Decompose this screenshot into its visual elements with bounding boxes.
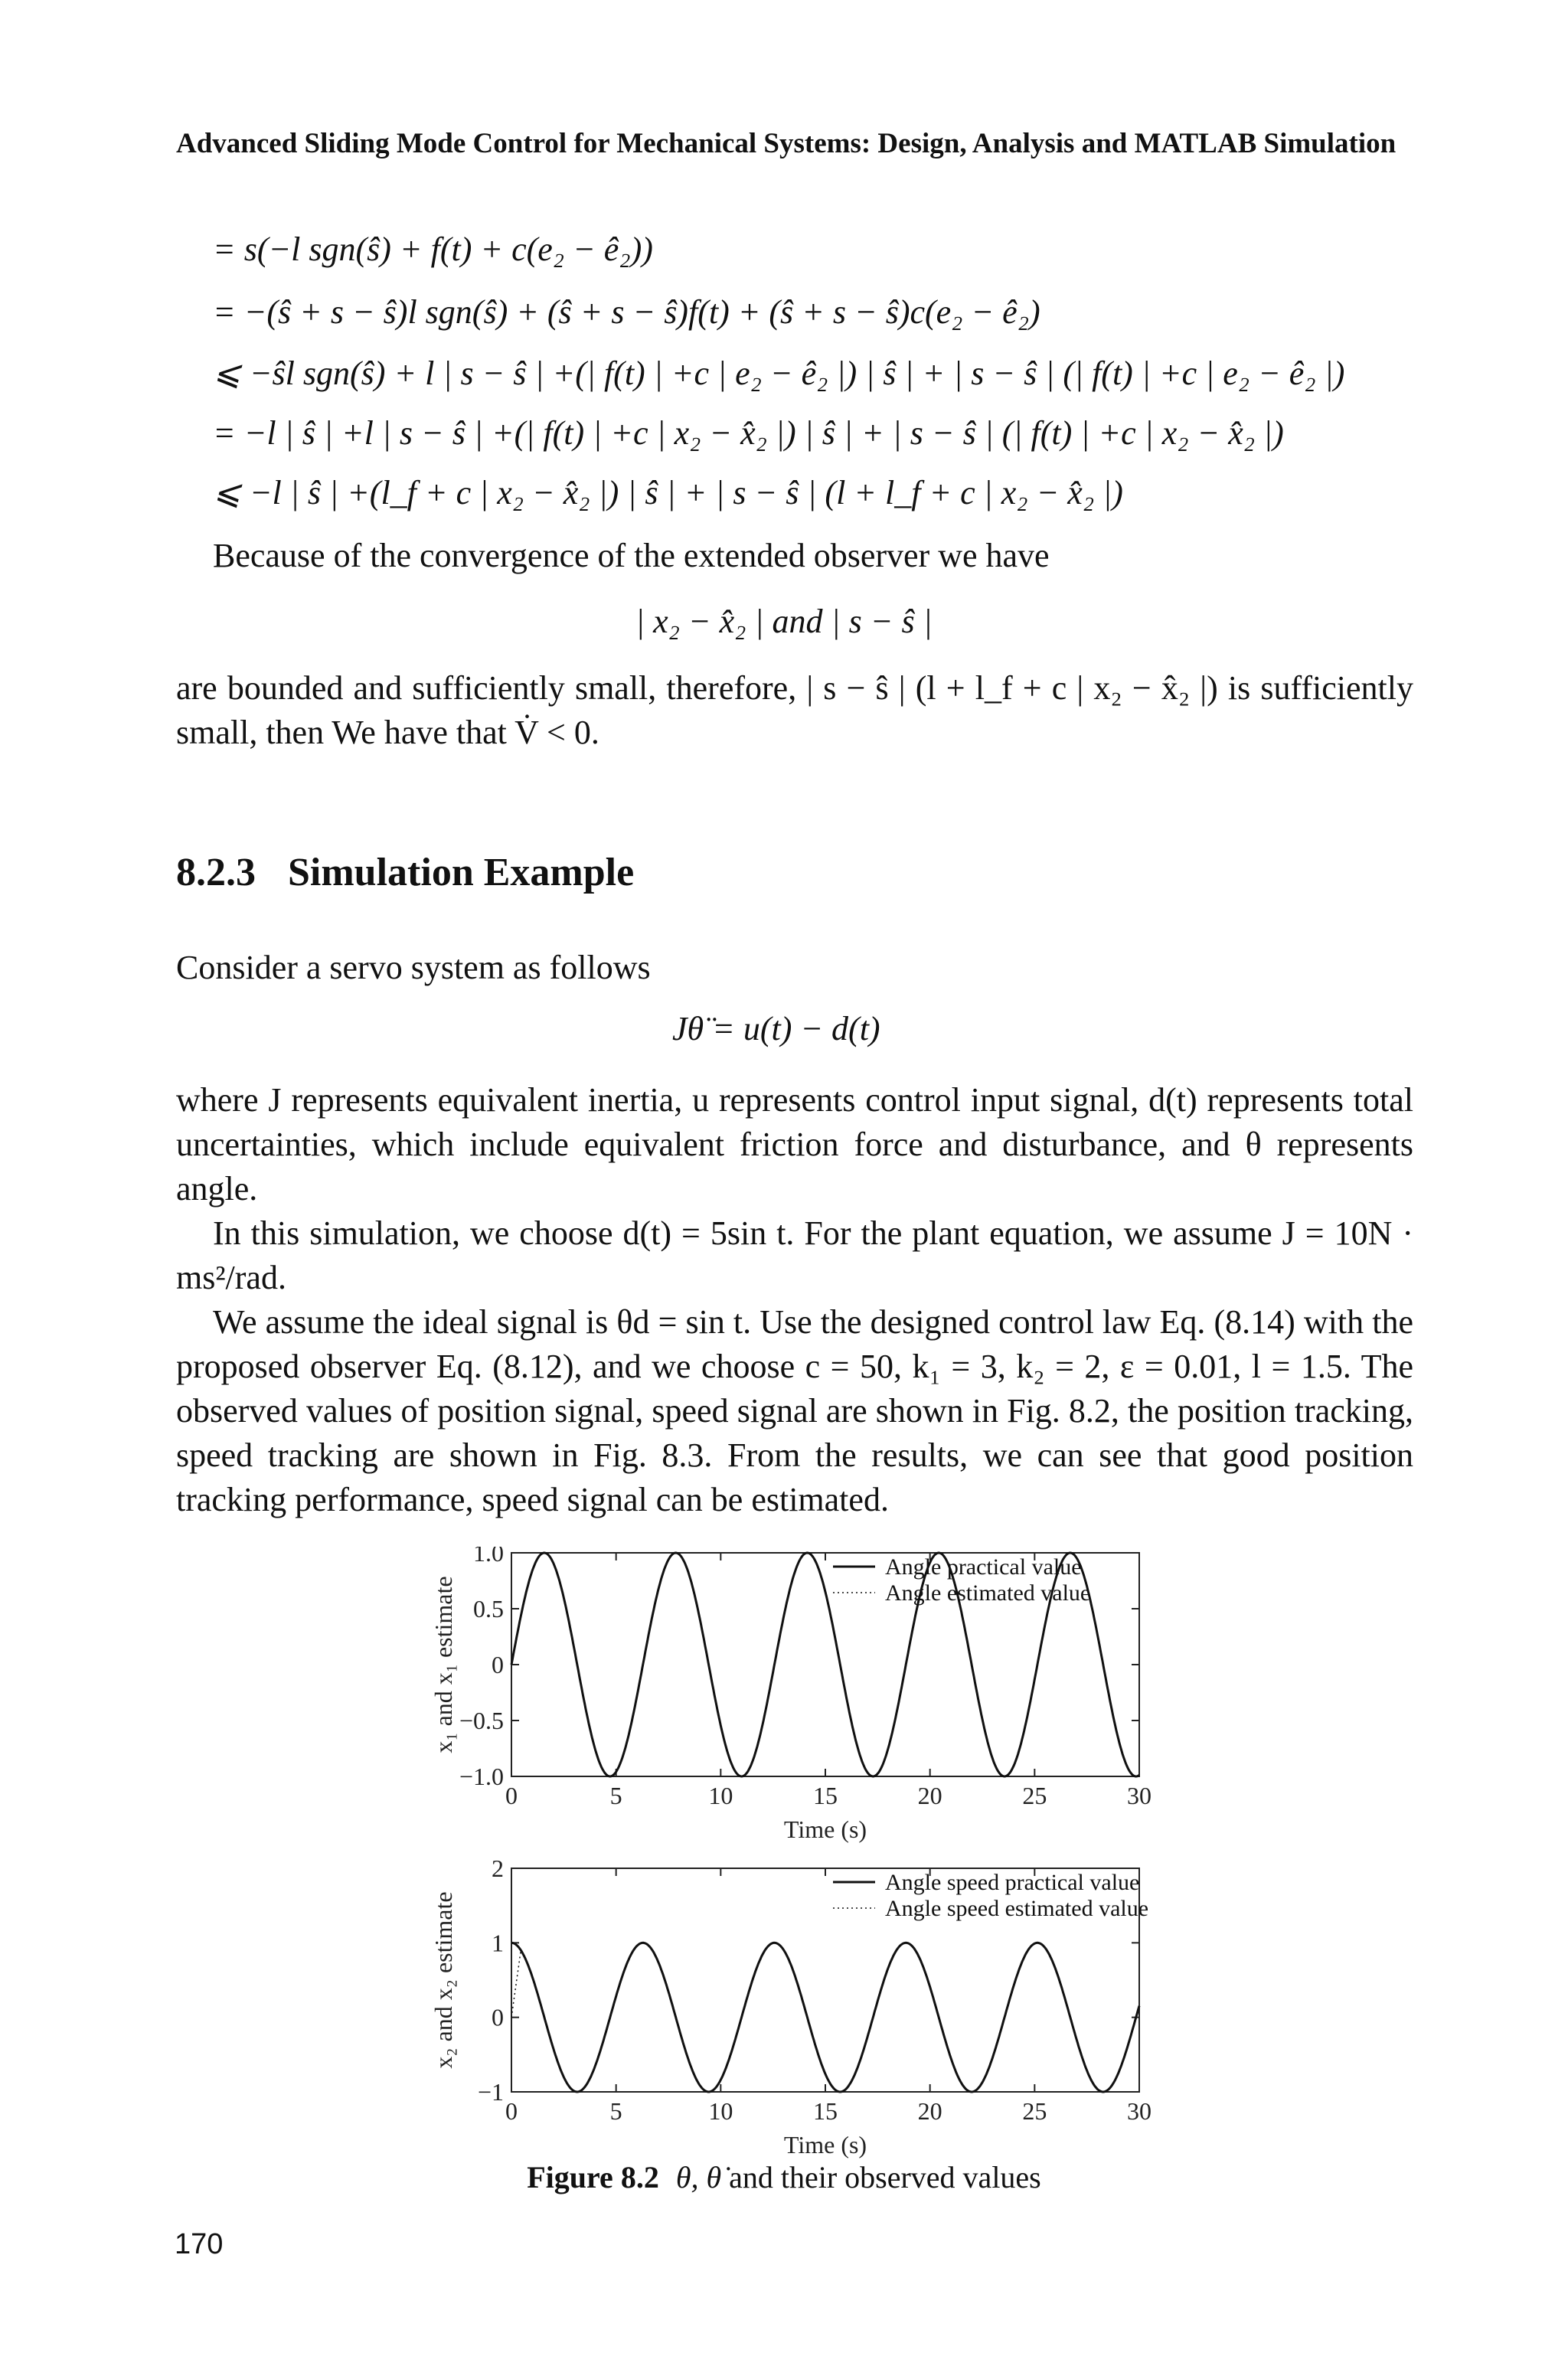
x-tick-label: 30 bbox=[1127, 1782, 1152, 1809]
x-tick-label: 5 bbox=[609, 1782, 622, 1809]
series-line-2 bbox=[511, 1943, 1139, 2092]
section-title: Simulation Example bbox=[288, 851, 635, 894]
paragraph: are bounded and sufficiently small, therefore, | s − ŝ | (l + l_f + c | x₂ − x̂₂ |) is sufficiently small, then We have that V̇ < 0. bbox=[176, 669, 1413, 751]
y-tick-label: −0.5 bbox=[459, 1707, 504, 1734]
section-number: 8.2.3 bbox=[176, 851, 256, 894]
page-number: 170 bbox=[175, 2228, 224, 2260]
intro-sentence: Consider a servo system as follows bbox=[176, 949, 651, 986]
series-line-1 bbox=[511, 1943, 1139, 2092]
derivation-line: ⩽ −l | ŝ | +(l_f + c | x₂ − x̂₂ |) | ŝ | + | s − ŝ | (l + l_f + c | x₂ − x̂₂ |) bbox=[213, 474, 1123, 511]
x-tick-label: 25 bbox=[1022, 2097, 1047, 2125]
convergence-sentence: Because of the convergence of the extended observer we have bbox=[213, 537, 1050, 574]
derivation-line: ⩽ −ŝl sgn(ŝ) + l | s − ŝ | +(| f(t) | +c | e₂ − ê₂ |) | ŝ | + | s − ŝ | (| f(t) | +c | e₂ − ê₂ |) bbox=[213, 355, 1345, 392]
caption-text: and their observed values bbox=[729, 2160, 1041, 2194]
y-tick-label: 0 bbox=[492, 1651, 504, 1678]
y-tick-label: −1 bbox=[477, 2078, 504, 2106]
y-axis-label: x₁ and x₁ estimate bbox=[430, 1576, 457, 1753]
x-tick-label: 15 bbox=[813, 2097, 838, 2125]
derivation-line: = −l | ŝ | +l | s − ŝ | +(| f(t) | +c | x₂ − x̂₂ |) | ŝ | + | s − ŝ | (| f(t) | +c | x₂ − x̂₂ |) bbox=[213, 414, 1284, 452]
y-tick-label: 0.5 bbox=[473, 1595, 504, 1622]
x-axis-label: Time (s) bbox=[783, 2131, 867, 2158]
plant-equation: Jθ̈ = u(t) − d(t) bbox=[672, 1010, 880, 1047]
body-text bbox=[176, 1078, 1413, 1522]
x-axis-label: Time (s) bbox=[783, 1815, 867, 1843]
x-tick-label: 30 bbox=[1127, 2097, 1152, 2125]
x-tick-label: 0 bbox=[505, 2097, 518, 2125]
x-tick-label: 25 bbox=[1022, 1782, 1047, 1809]
subplot-2 bbox=[430, 1855, 1152, 2158]
convergence-conclusion bbox=[176, 666, 1413, 755]
figure-canvas bbox=[420, 1547, 1162, 2159]
legend-label: Angle speed estimated value bbox=[885, 1896, 1149, 1921]
paragraph: where J represents equivalent inertia, u represents control input signal, d(t) represents total uncertainties, which include equivalent friction force and disturbance, and θ represents angle. bbox=[176, 1081, 1413, 1207]
legend-label: Angle speed practical value bbox=[885, 1870, 1140, 1895]
x-tick-label: 20 bbox=[917, 2097, 942, 2125]
figure-label: Figure 8.2 bbox=[527, 2160, 659, 2194]
x-tick-label: 10 bbox=[708, 1782, 733, 1809]
figure-8-2 bbox=[420, 1547, 1162, 2159]
caption-symbols: θ, θ̇ bbox=[675, 2160, 722, 2194]
paragraph: In this simulation, we choose d(t) = 5sin t. For the plant equation, we assume J = 10N · ms²/rad. bbox=[176, 1214, 1413, 1296]
subplot-1 bbox=[430, 1547, 1152, 1843]
x-tick-label: 0 bbox=[505, 1782, 518, 1809]
y-axis-label: x₂ and x₂ estimate bbox=[430, 1891, 457, 2069]
x-tick-label: 5 bbox=[609, 2097, 622, 2125]
paragraph: We assume the ideal signal is θd = sin t. Use the designed control law Eq. (8.14) with the proposed observer Eq. (8.12), and we choose c = 50, k₁ = 3, k₂ = 2, ε = 0.01, l = 1.5. The observed values of position signal, speed signal are shown in Fig. 8.2, the position tracking, speed tracking are shown in Fig. 8.3. From the results, we can see that good position tracking performance, speed signal can be estimated. bbox=[176, 1303, 1413, 1518]
x-tick-label: 20 bbox=[917, 1782, 942, 1809]
y-tick-label: 1 bbox=[492, 1929, 504, 1957]
y-tick-label: 2 bbox=[492, 1855, 504, 1882]
y-tick-label: 1.0 bbox=[473, 1547, 504, 1567]
y-tick-label: 0 bbox=[492, 2003, 504, 2031]
x-tick-label: 15 bbox=[813, 1782, 838, 1809]
bounded-terms: | x₂ − x̂₂ | and | s − ŝ | bbox=[635, 603, 933, 640]
legend-label: Angle estimated value bbox=[885, 1580, 1091, 1606]
x-tick-label: 10 bbox=[708, 2097, 733, 2125]
running-header: Advanced Sliding Mode Control for Mechanical Systems: Design, Analysis and MATLAB Simulation bbox=[176, 128, 1396, 159]
figure-caption bbox=[0, 2159, 1568, 2195]
derivation-line: = s(−l sgn(ŝ) + f(t) + c(e₂ − ê₂)) bbox=[213, 230, 653, 268]
legend-label: Angle practical value bbox=[885, 1554, 1082, 1580]
derivation-line: = −(ŝ + s − ŝ)l sgn(ŝ) + (ŝ + s − ŝ)f(t) + (ŝ + s − ŝ)c(e₂ − ê₂) bbox=[213, 293, 1040, 331]
section-heading bbox=[176, 850, 634, 895]
y-tick-label: −1.0 bbox=[459, 1763, 504, 1790]
